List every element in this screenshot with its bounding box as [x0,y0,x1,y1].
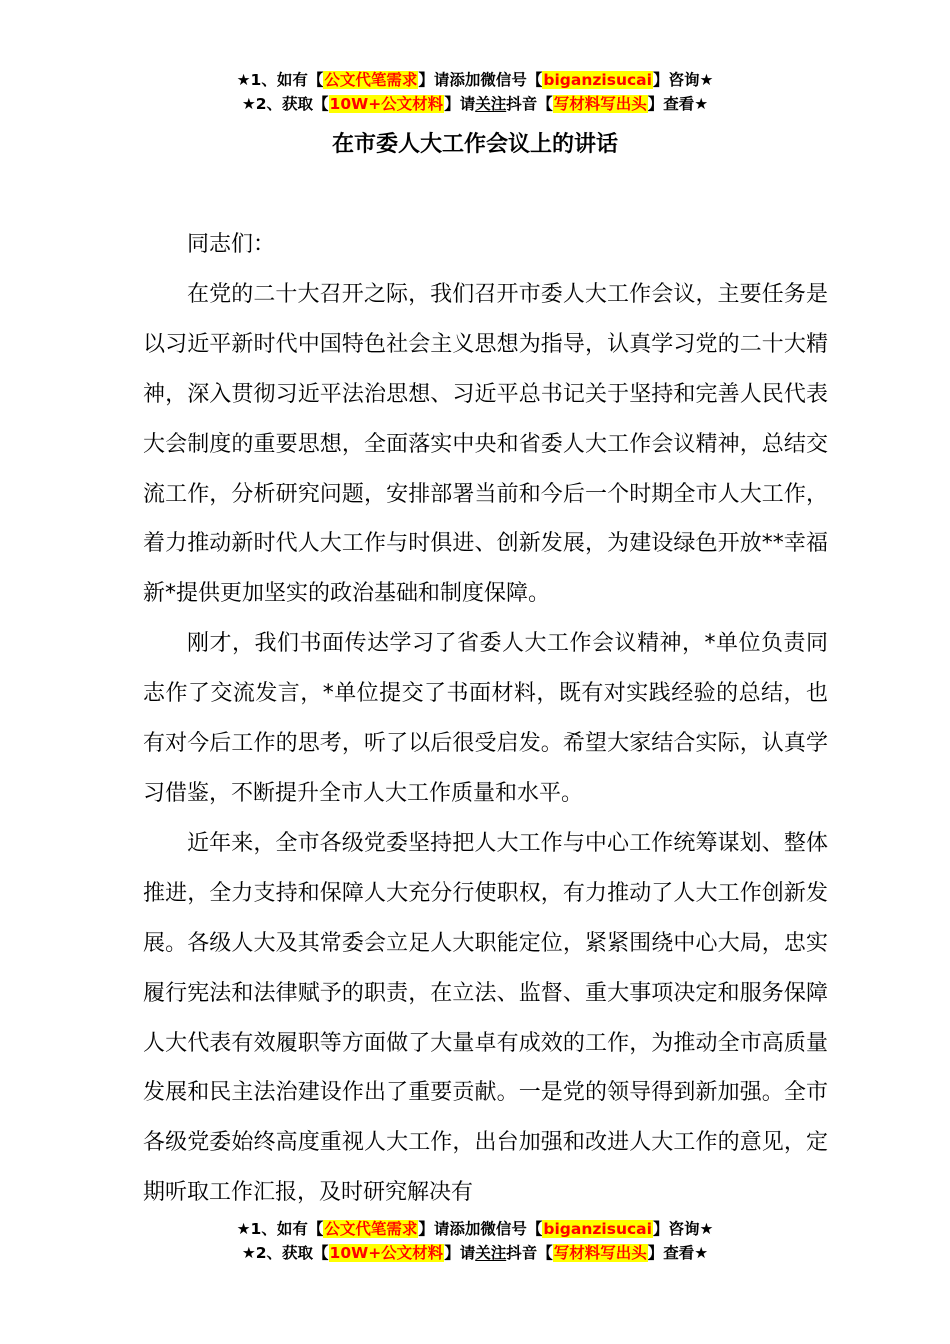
footer-banner [0,1217,950,1265]
banner-line-2 [0,1241,950,1265]
banner-text: 微信号【 [480,71,543,89]
banner-text: 】查看★ [647,1244,709,1262]
banner-emphasis: 添加 [449,1220,481,1238]
banner-text: 】查看★ [647,95,709,113]
highlight-service: 公文代笔需求 [324,71,418,89]
banner-text: 】请 [444,95,476,113]
highlight-service: 公文代笔需求 [324,1220,418,1238]
banner-emphasis: 关注 [475,95,507,113]
highlight-wechat-id: biganzisucai [543,1220,652,1238]
highlight-douyin-account: 写材料写出头 [553,95,647,113]
banner-text: ★1、如有【 [236,71,324,89]
banner-text: 抖音【 [506,95,553,113]
banner-text: 】请 [418,71,450,89]
document-title: 在市委人大工作会议上的讲话 [331,132,618,157]
banner-text: ★2、获取【 [241,1244,329,1262]
banner-text: 微信号【 [480,1220,543,1238]
banner-emphasis: 添加 [449,71,481,89]
banner-line-1 [0,68,950,92]
banner-emphasis: 关注 [475,1244,507,1262]
banner-text: ★1、如有【 [236,1220,324,1238]
banner-text: 】咨询★ [652,1220,714,1238]
paragraph: 近年来，全市各级党委坚持把人大工作与中心工作统筹谋划、整体推进，全力支持和保障人大充分行使职权，有力推动了人大工作创新发展。各级人大及其常委会立足人大职能定位，紧紧围绕中心大局，忠实履行宪法和法律赋予的职责，在立法、监督、重大事项决定和服务保障人大代表有效履职等方面做了大量卓有成效的工作，为推动全市高质量发展和民主法治建设作出了重要贡献。一是党的领导得到新加强。全市各级党委始终高度重视人大工作，出台加强和改进人大工作的意见，定期听取工作汇报，及时研究解决有 [143,830,828,1206]
banner-text: 】请 [444,1244,476,1262]
document-body [143,220,828,1218]
salutation: 同志们： [187,232,276,257]
banner-line-1 [0,1217,950,1241]
highlight-wechat-id: biganzisucai [543,71,652,89]
highlight-materials: 10W+公文材料 [329,95,444,113]
paragraph: 刚才，我们书面传达学习了省委人大工作会议精神，*单位负责同志作了交流发言，*单位提交了书面材料，既有对实践经验的总结，也有对今后工作的思考，听了以后很受启发。希望大家结合实际，认真学习借鉴，不断提升全市人大工作质量和水平。 [143,631,828,806]
paragraph: 在党的二十大召开之际，我们召开市委人大工作会议，主要任务是以习近平新时代中国特色社会主义思想为指导，认真学习党的二十大精神，深入贯彻习近平法治思想、习近平总书记关于坚持和完善人民代表大会制度的重要思想，全面落实中央和省委人大工作会议精神，总结交流工作，分析研究问题，安排部署当前和今后一个时期全市人大工作，着力推动新时代人大工作与时俱进、创新发展，为建设绿色开放**幸福新*提供更加坚实的政治基础和制度保障。 [143,281,828,607]
highlight-douyin-account: 写材料写出头 [553,1244,647,1262]
highlight-materials: 10W+公文材料 [329,1244,444,1262]
banner-text: 】咨询★ [652,71,714,89]
banner-text: ★2、获取【 [241,95,329,113]
banner-text: 】请 [418,1220,450,1238]
header-banner [0,68,950,116]
banner-line-2 [0,92,950,116]
banner-text: 抖音【 [506,1244,553,1262]
